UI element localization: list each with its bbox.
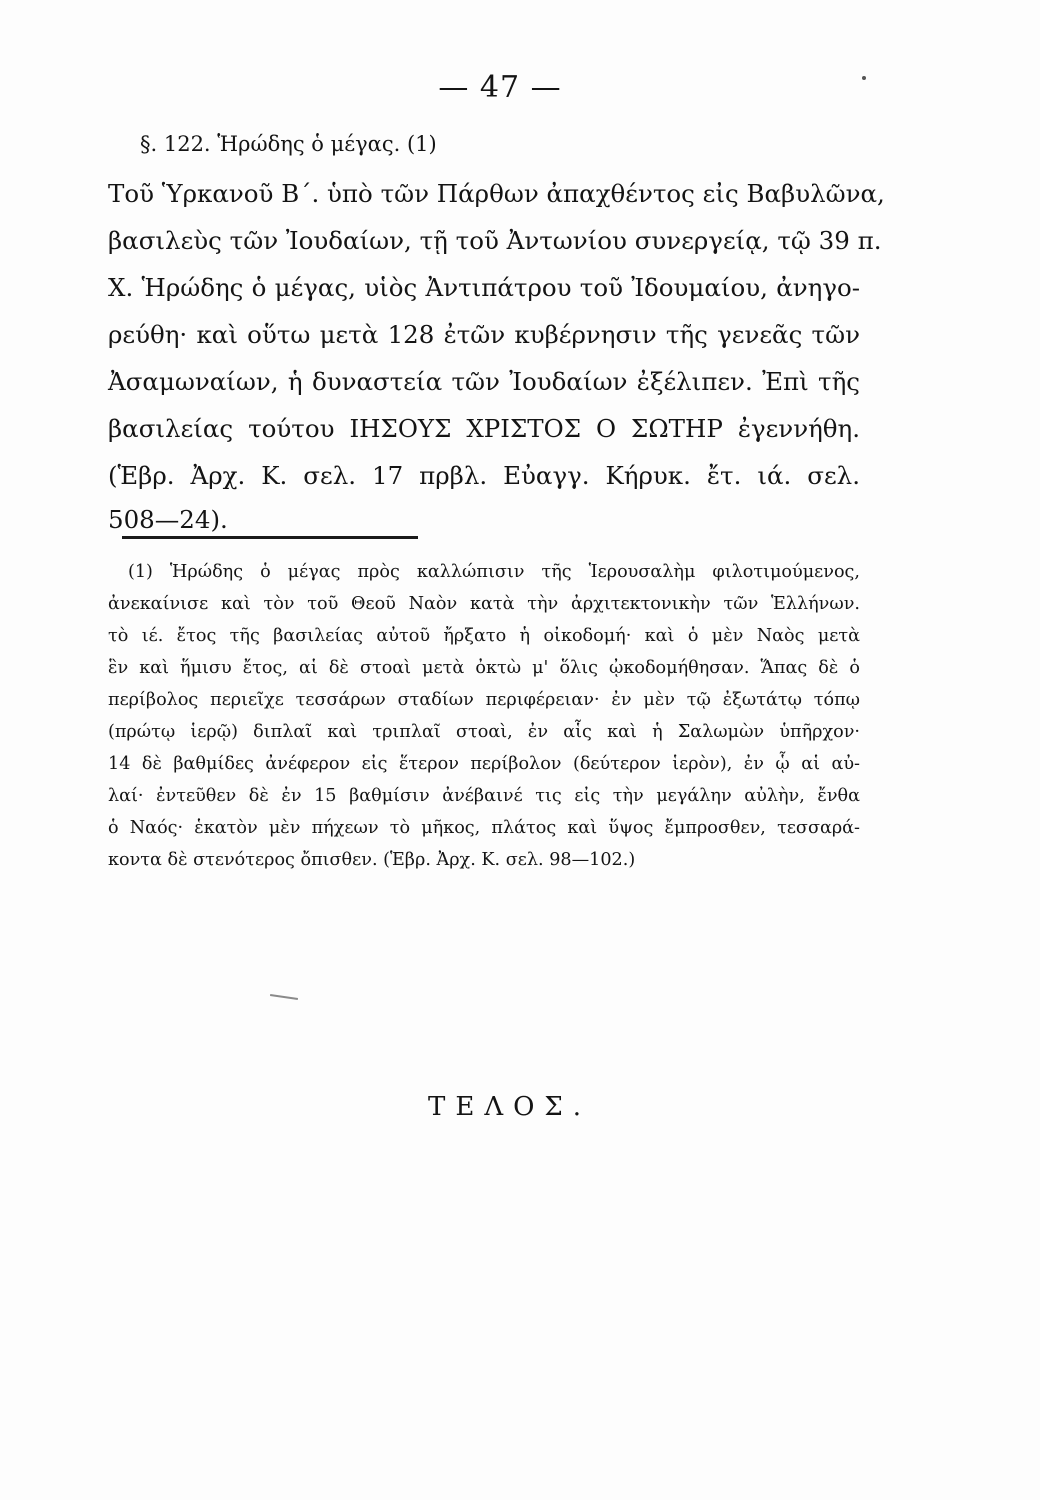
footnote-line: ἓν καὶ ἥμισυ ἔτος, αἱ δὲ στοαὶ μετὰ ὀκτὼ μ' ὅλις ᾠκοδομήθησαν. Ἅπας δὲ ὁ [108,658,860,678]
end-word: ΤΕΛΟΣ. [428,1092,592,1122]
page-number: — 47 — [438,70,562,105]
footnote-separator [122,536,418,539]
stray-mark [270,994,298,1000]
text-line: Χ. Ἡρώδης ὁ μέγας, υἱὸς Ἀντιπάτρου τοῦ Ἰδουμαίου, ἀνηγο- [108,273,860,302]
text-line: βασιλείας τούτου ΙΗΣΟΥΣ ΧΡΙΣΤΟΣ Ο ΣΩΤΗΡ ἐγεννήθη. [108,414,860,443]
footnote-line: ἀνεκαίνισε καὶ τὸν τοῦ Θεοῦ Ναὸν κατὰ τὴν ἀρχιτεκτονικὴν τῶν Ἑλλήνων. [108,594,860,614]
footnote-line: περίβολος περιεῖχε τεσσάρων σταδίων περιφέρειαν· ἐν μὲν τῷ ἐξωτάτῳ τόπῳ [108,690,860,710]
footnote-line: 14 δὲ βαθμίδες ἀνέφερον εἰς ἕτερον περίβολον (δεύτερον ἱερὸν), ἐν ᾧ αἱ αὐ- [108,754,860,774]
footnote-line: λαί· ἐντεῦθεν δὲ ἐν 15 βαθμίσιν ἀνέβαινέ τις εἰς τὴν μεγάλην αὐλὴν, ἔνθα [108,786,860,806]
text-line: Τοῦ Ὑρκανοῦ Β΄. ὑπὸ τῶν Πάρθων ἀπαχθέντος εἰς Βαβυλῶνα, [108,179,885,208]
footnote-line: κοντα δὲ στενότερος ὄπισθεν. (Ἑβρ. Ἀρχ. Κ. σελ. 98—102.) [108,850,636,870]
section-heading: §. 122. Ἡρώδης ὁ μέγας. (1) [140,132,437,156]
text-line: βασιλεὺς τῶν Ἰουδαίων, τῇ τοῦ Ἀντωνίου συνεργείᾳ, τῷ 39 π. [108,226,882,255]
footnote-line: ὁ Ναός· ἑκατὸν μὲν πήχεων τὸ μῆκος, πλάτος καὶ ὕψος ἔμπροσθεν, τεσσαρά- [108,818,860,838]
footnote-line: (πρώτῳ ἱερῷ) διπλαῖ καὶ τριπλαῖ στοαὶ, ἐν αἷς καὶ ἡ Σαλωμὼν ὑπῆρχον· [108,722,860,742]
text-line: (Ἑβρ. Ἀρχ. Κ. σελ. 17 πρβλ. Εὐαγγ. Κήρυκ. ἔτ. ιά. σελ. [108,461,860,490]
text-line: Ἀσαμωναίων, ἡ δυναστεία τῶν Ἰουδαίων ἐξέλιπεν. Ἐπὶ τῆς [108,367,860,396]
text-line: 508—24). [108,505,228,534]
footnote-line: (1) Ἡρώδης ὁ μέγας πρὸς καλλώπισιν τῆς Ἱερουσαλὴμ φιλοτιμούμενος, [128,562,860,582]
text-line: ρεύθη· καὶ οὕτω μετὰ 128 ἐτῶν κυβέρνησιν τῆς γενεᾶς τῶν [108,320,860,349]
footnote-line: τὸ ιέ. ἔτος τῆς βασιλείας αὐτοῦ ἤρξατο ἡ οἰκοδομή· καὶ ὁ μὲν Ναὸς μετὰ [108,626,860,646]
